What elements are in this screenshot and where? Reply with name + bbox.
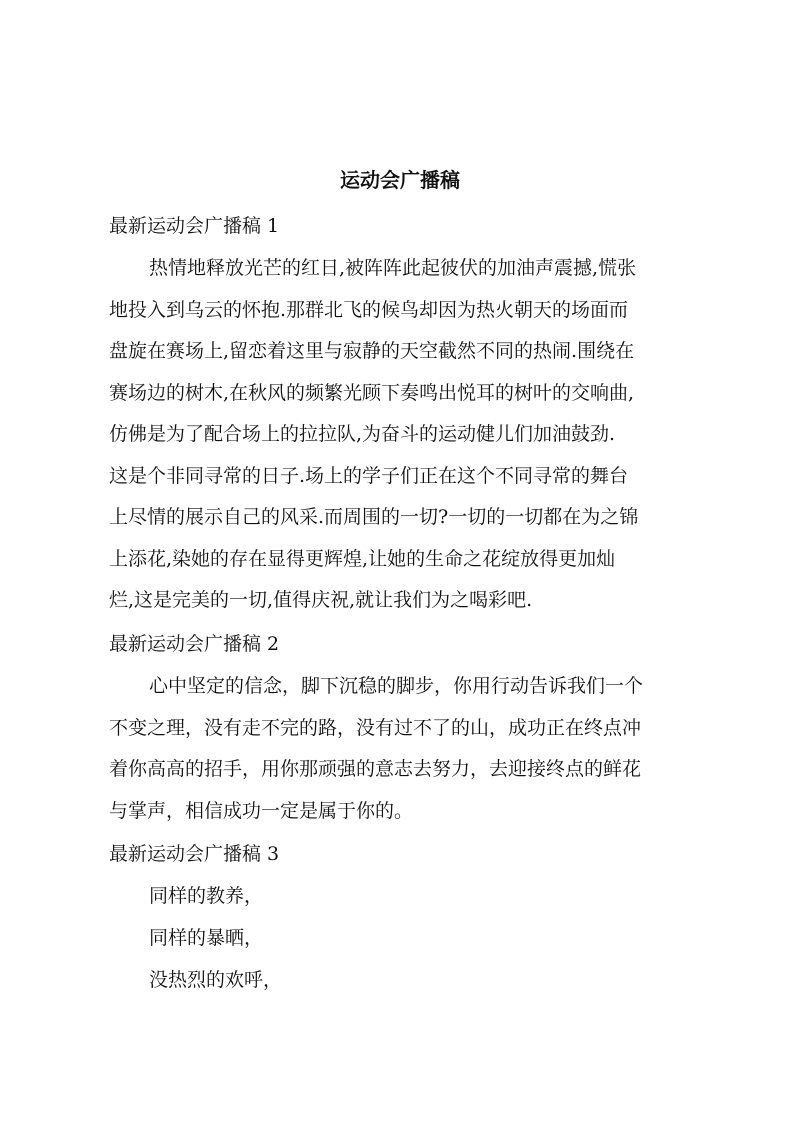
- paragraph-line: 盘旋在赛场上,留恋着这里与寂静的天空截然不同的热闹.围绕在: [109, 340, 635, 362]
- section-2-heading: 最新运动会广播稿 2: [109, 633, 280, 655]
- paragraph-line: 地投入到乌云的怀抱.那群北飞的候鸟却因为热火朝天的场面而: [109, 298, 629, 321]
- verse-line: 同样的暴晒，: [149, 927, 264, 949]
- paragraph-line: 仿佛是为了配合场上的拉拉队,为奋斗的运动健儿们加油鼓劲.: [109, 423, 616, 445]
- section-1-paragraph: [109, 248, 693, 622]
- paragraph-line: 与掌声，相信成功一定是属于你的。: [109, 799, 414, 822]
- section-2-paragraph: [109, 666, 693, 832]
- paragraph-line: 着你高高的招手，用你那顽强的意志去努力，去迎接终点的鲜花: [109, 758, 642, 780]
- paragraph-line: 烂,这是完美的一切,值得庆祝,就让我们为之喝彩吧.: [109, 589, 533, 611]
- verse-line: 没热烈的欢呼，: [149, 969, 283, 991]
- paragraph-line: 心中坚定的信念，脚下沉稳的脚步，你用行动告诉我们一个: [149, 675, 644, 697]
- paragraph-line: 这是个非同寻常的日子.场上的学子们正在这个不同寻常的舞台: [109, 464, 629, 487]
- paragraph-line: 热情地释放光芒的红日,被阵阵此起彼伏的加油声震撼,慌张: [149, 257, 637, 279]
- paragraph-line: 上添花,染她的存在显得更辉煌,让她的生命之花绽放得更加灿: [109, 547, 616, 570]
- paragraph-line: 不变之理，没有走不完的路，没有过不了的山，成功正在终点冲: [109, 716, 642, 739]
- verse-line: 同样的教养，: [149, 885, 264, 907]
- section-1-heading: 最新运动会广播稿 1: [109, 215, 280, 237]
- document-title: 运动会广播稿: [340, 168, 460, 192]
- section-3-heading: 最新运动会广播稿 3: [109, 843, 280, 865]
- paragraph-line: 上尽情的展示自己的风采.而周围的一切?一切的一切都在为之锦: [109, 506, 639, 528]
- paragraph-line: 赛场边的树木,在秋风的频繁光顾下奏鸣出悦耳的树叶的交响曲,: [109, 381, 635, 404]
